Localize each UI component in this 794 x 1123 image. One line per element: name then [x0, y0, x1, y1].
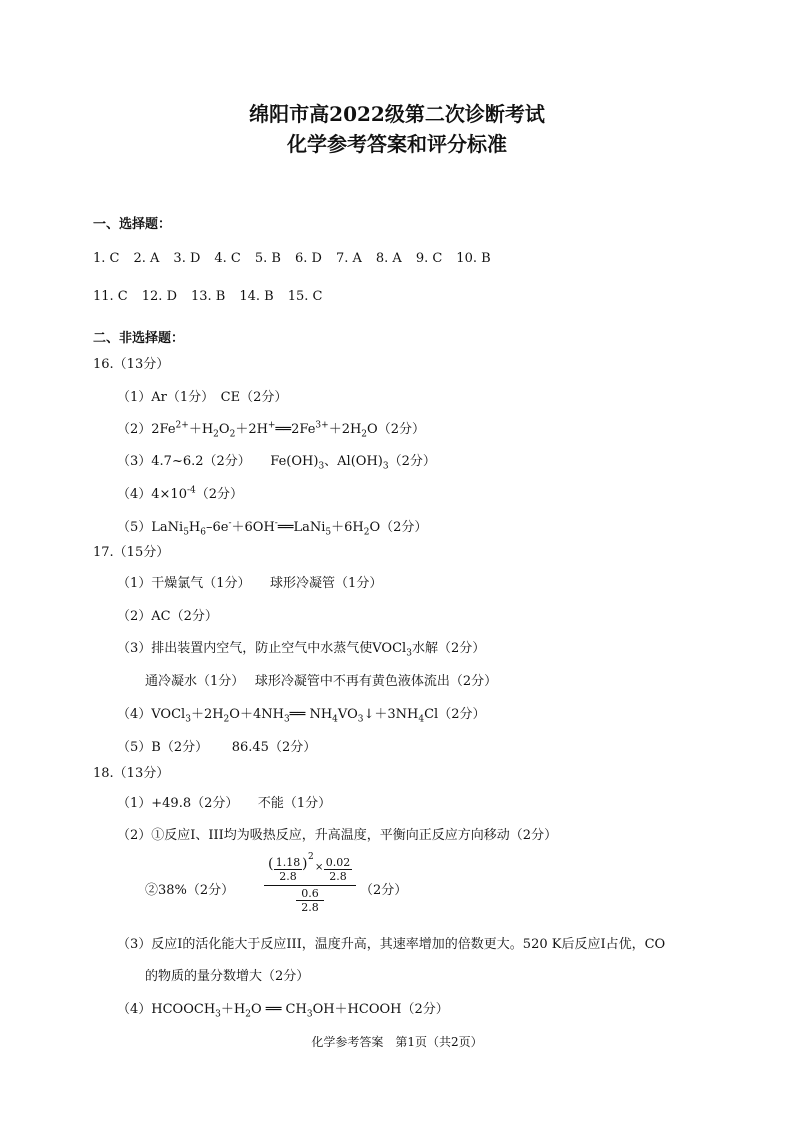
equilibrium-fraction: [264, 852, 356, 914]
answer-3: 3. D: [173, 251, 201, 266]
q17-part4: $(4)VOCl_3+2H_2O+4NH_3══$ $NH_4VO_3↓+3NH_4Cl(2$分）: [117, 707, 486, 725]
paren-close: ): [302, 856, 308, 872]
answer-10: 10. B: [456, 251, 491, 266]
q17-part3-line2: 通冷凝水（1分） 球形冷凝管中不再有黄色液体流出（2分）: [145, 674, 498, 689]
q17-part2: （2）AC（2分）: [117, 609, 218, 624]
answer-9: 9. C: [415, 251, 443, 266]
fraction-exponent: 2: [308, 852, 314, 862]
answer-13: 13. B: [191, 289, 226, 304]
q16-part4: $(4)4\times 10^{-4}(2$分）: [117, 485, 244, 502]
answer-15: 15. C: [287, 289, 323, 304]
answer-11: 11. C: [93, 289, 128, 304]
fraction-a: [274, 856, 302, 883]
fraction-c-denominator: 2.8: [296, 900, 324, 914]
page-subtitle: 化学参考答案和评分标准: [287, 132, 507, 156]
q18-part3-line2: 的物质的量分数增大（2分）: [145, 969, 310, 984]
answer-8: 8. A: [375, 251, 402, 266]
q16-header: 16.（13分）: [93, 357, 170, 372]
page-footer: 化学参考答案 第1页（共2页）: [311, 1035, 483, 1049]
q17-part5: （5）B（2分） 86.45（2分）: [117, 740, 317, 755]
q18-part2: （2）①反应I、III均为吸热反应，升高温度，平衡向正反应方向移动（2分）: [117, 828, 558, 843]
answer-5: 5. B: [254, 251, 281, 266]
choice-answers-row-1: [93, 251, 505, 266]
answer-14: 14. B: [239, 289, 274, 304]
answer-1: 1. C: [93, 251, 120, 266]
q16-part1: （1）Ar（1分） CE（2分）: [117, 390, 288, 405]
answer-4: 4. C: [214, 251, 241, 266]
fraction-a-denominator: 2.8: [274, 869, 302, 883]
fraction-a-numerator: 1.18: [275, 856, 301, 869]
fraction-b: [324, 856, 352, 883]
fraction-c-numerator: 0.6: [301, 887, 319, 900]
q18-part2b-label: ②38%（2分）: [145, 883, 235, 898]
q16-part5: $(5)LaNi_5H_6-6e^-+6OH^-══LaNi_5+6H_2O(2$分）: [117, 518, 428, 538]
answer-6: 6. D: [294, 251, 322, 266]
choice-answers-row-2: [93, 289, 337, 304]
fraction-b-denominator: 2.8: [324, 869, 352, 883]
q18-part1: （1）+49.8（2分） 不能（1分）: [117, 796, 332, 811]
section-heading-nonchoice: 二、非选择题：: [93, 331, 185, 346]
q18-part4: $(4)HCOOCH_3+H_2O$ ══ $CH_3OH+HCOOH(2$分）: [117, 1002, 449, 1020]
section-heading-choice: 一、选择题：: [93, 217, 172, 232]
paren-open: (: [268, 856, 274, 872]
q16-part2: $(2)2Fe^{2+}+H_2O_2+2H^+══2Fe^{3+}+2H_2O(2$分）: [117, 420, 425, 440]
page-title: 绵阳市高2022级第二次诊断考试: [249, 102, 545, 126]
fraction-b-numerator: 0.02: [325, 856, 351, 869]
q16-part3: （3）4.7~6.2（2分） $Fe(OH)_3$、$Al(OH)_3(2$分）: [117, 454, 436, 472]
q18-part3-line1: （3）反应I的活化能大于反应III，温度升高，其速率增加的倍数更大。520 K后反应I占优，CO: [117, 937, 666, 952]
q18-header: 18.（13分）: [93, 766, 170, 781]
fraction-c: [296, 887, 324, 914]
answer-12: 12. D: [141, 289, 177, 304]
q17-part1: （1）干燥氯气（1分） 球形冷凝管（1分）: [117, 576, 383, 591]
answer-7: 7. A: [335, 251, 362, 266]
q17-header: 17.（15分）: [93, 545, 170, 560]
q17-part3: （3）排出装置内空气，防止空气中水蒸气使VOCl$_3$水解（2分）: [117, 641, 486, 659]
answer-2: 2. A: [133, 251, 160, 266]
q18-part2b-score: （2分）: [360, 883, 408, 898]
multiply-sign: ×: [315, 862, 324, 873]
main-fraction-bar: [264, 885, 356, 886]
